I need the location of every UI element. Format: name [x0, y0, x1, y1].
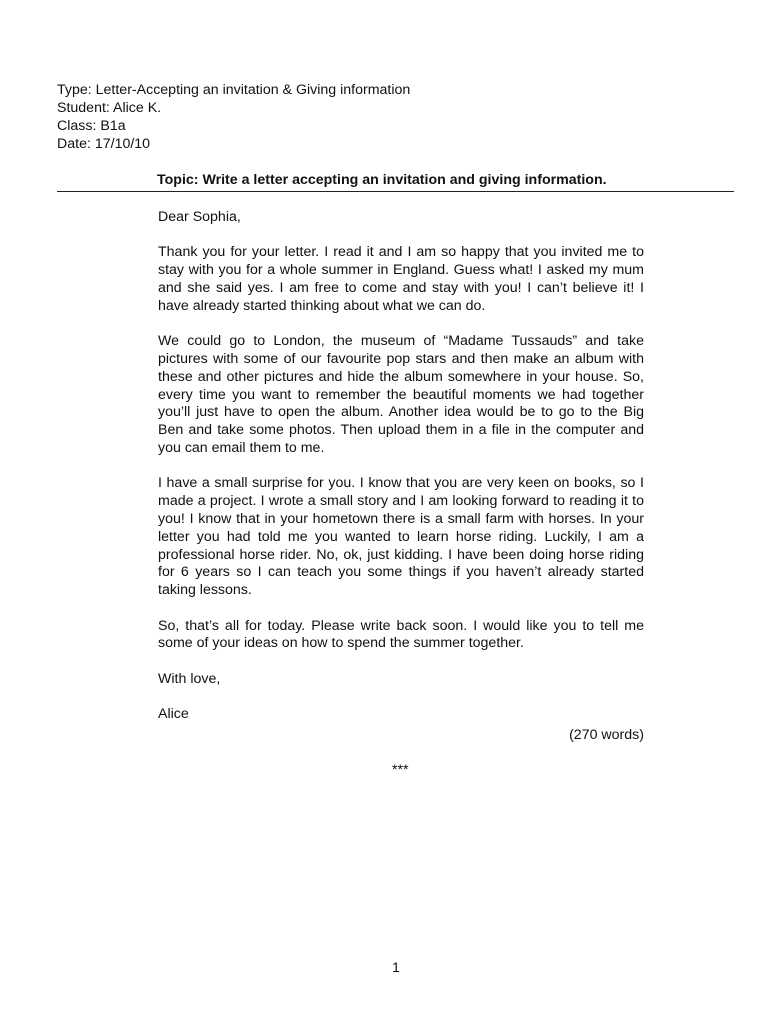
letter-paragraph-3: I have a small surprise for you. I know that you are very keen on books, so I made a project. I wrote a small story and I am looking forward to reading it to you! I know that in your hometown there is a small farm with horses. In your letter you had told me you wanted to learn horse riding. Luckily, I am a professional horse rider. No, ok, just kidding. I have been doing horse riding for 6 years so I can teach you some things if you haven’t already started taking lessons. [158, 475, 644, 599]
student-name: Student: Alice K. [57, 100, 162, 116]
assignment-date: Date: 17/10/10 [57, 136, 151, 152]
letter-closing: With love, [158, 670, 221, 687]
assignment-type: Type: Letter-Accepting an invitation & Giving information [57, 82, 411, 98]
class-name: Class: B1a [57, 118, 126, 134]
assignment-metadata [57, 81, 410, 153]
letter-greeting: Dear Sophia, [158, 209, 241, 225]
section-separator: *** [392, 762, 409, 778]
letter-signature: Alice [158, 706, 189, 723]
page-number: 1 [392, 960, 400, 976]
word-count: (270 words) [569, 727, 644, 743]
letter-paragraph-1: Thank you for your letter. I read it and I am so happy that you invited me to stay with you for a whole summer in England. Guess what! I asked my mum and she said yes. I am free to come and stay with you! I can’t believe it! I have already started thinking about what we can do. [158, 244, 644, 314]
letter-body [158, 209, 644, 724]
letter-paragraph-2: We could go to London, the museum of “Madame Tussauds” and take pictures with some of our favourite pop stars and then make an album with these and other pictures and hide the album somewhere in your house. So, every time you want to remember the beautiful moments we had together you’ll just have to open the album. Another idea would be to go to the Big Ben and take some photos. Then upload them in a file in the computer and you can email them to me. [158, 333, 644, 456]
topic-heading: Topic: Write a letter accepting an invitation and giving information. [157, 172, 607, 188]
topic-divider [57, 191, 734, 192]
letter-paragraph-4: So, that’s all for today. Please write back soon. I would like you to tell me some of your ideas on how to spend the summer together. [158, 617, 644, 652]
